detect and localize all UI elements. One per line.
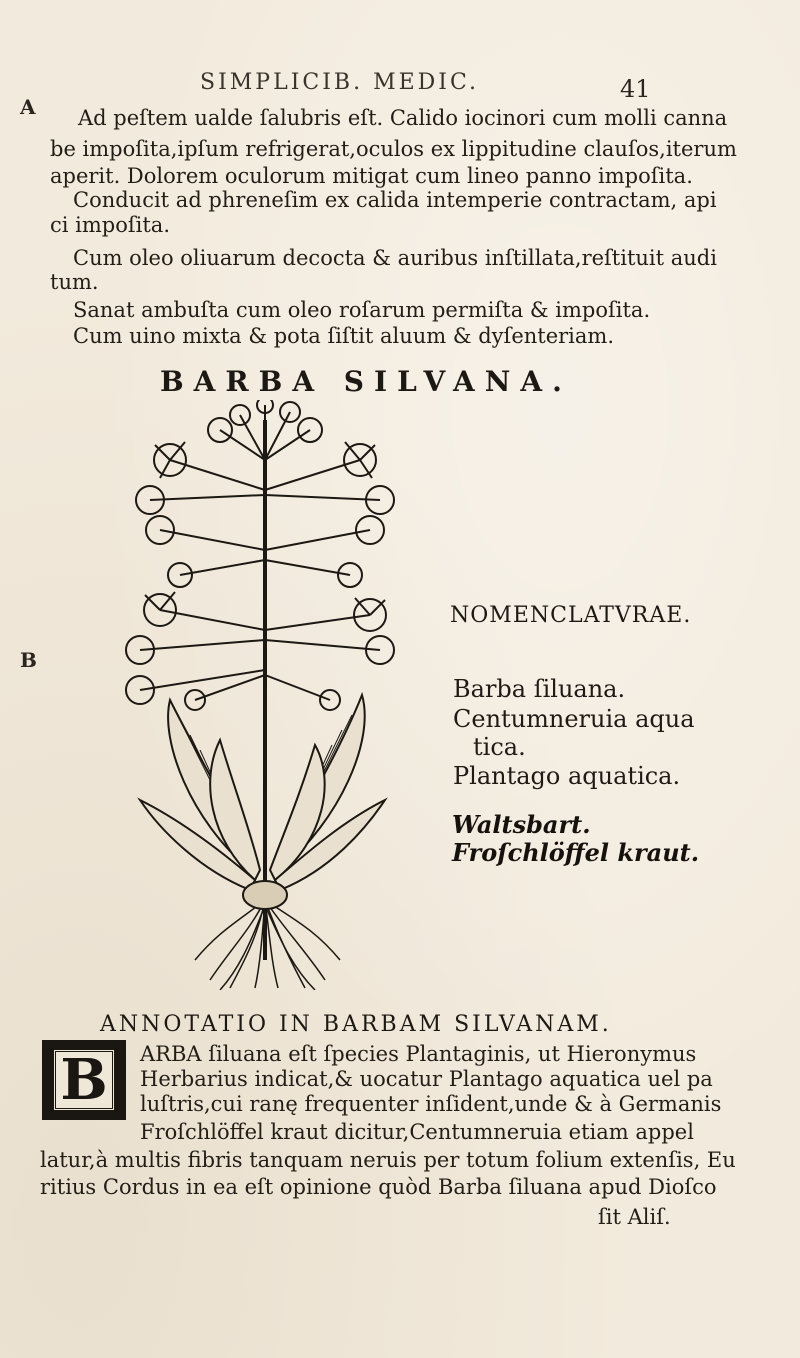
text-line: ritius Cordus in ea eſt opinione quòd Barba ſiluana apud Dioſco [40, 1175, 717, 1199]
page-number: 41 [620, 75, 651, 103]
decorated-initial [42, 1040, 126, 1120]
text-line: ci impoſita. [50, 213, 170, 237]
running-head: SIMPLICIB. MEDIC. [200, 70, 480, 95]
initial-letter: B [53, 1049, 115, 1111]
text-line: aperit. Dolorem oculorum mitigat cum lineo panno impoſita. [50, 164, 693, 188]
text-line: Herbarius indicat,& uocatur Plantago aquatica uel pa [140, 1067, 713, 1091]
nomenclature-latin-1: Barba ſiluana. [453, 675, 626, 703]
text-line: Ad peſtem ualde ſalubris eſt. Calido iocinori cum molli canna [78, 106, 728, 130]
section-title: BARBA SILVANA. [160, 365, 572, 398]
text-line: luſtris,cui ranę frequenter inſident,unde & à Germanis [140, 1092, 722, 1116]
text-line: latur,à multis fibris tanquam neruis per totum folium extenſis, Eu [40, 1148, 736, 1172]
nomenclature-latin-2: Centumneruia aqua [453, 705, 695, 733]
text-line: ſit Aliſ. [598, 1205, 671, 1229]
margin-letter-a: A [20, 95, 36, 119]
flower-umbel-top [208, 400, 322, 460]
nomenclature-german-1: Waltsbart. [452, 810, 591, 839]
text-line: Cum oleo oliuarum decocta & auribus inſtillata,reſtituit audi [73, 246, 717, 270]
plant-woodcut-illustration [100, 400, 430, 990]
annotation-title: ANNOTATIO IN BARBAM SILVANAM. [100, 1012, 612, 1037]
text-line: Conducit ad phreneſim ex calida intemperie contractam, api [73, 188, 717, 212]
text-line: Cum uino mixta & pota ſiſtit aluum & dyſenteriam. [73, 324, 614, 348]
text-line: Sanat ambuſta cum oleo roſarum permiſta & impoſita. [73, 298, 651, 322]
text-line: Froſchlöffel kraut dicitur,Centumneruia etiam appel [140, 1120, 694, 1144]
text-line: ARBA ſiluana eſt ſpecies Plantaginis, ut Hieronymus [140, 1042, 697, 1066]
nomenclature-title: NOMENCLATVRAE. [450, 603, 692, 628]
margin-letter-b: B [20, 648, 37, 672]
nomenclature-latin-3: tica. [473, 733, 526, 761]
root-cluster [195, 900, 340, 990]
text-line: tum. [50, 270, 99, 294]
nomenclature-german-2: Froſchlöffel kraut. [452, 838, 700, 867]
text-line: be impoſita,ipſum refrigerat,oculos ex lippitudine clauſos,iterum [50, 137, 737, 161]
nomenclature-latin-4: Plantago aquatica. [453, 762, 681, 790]
